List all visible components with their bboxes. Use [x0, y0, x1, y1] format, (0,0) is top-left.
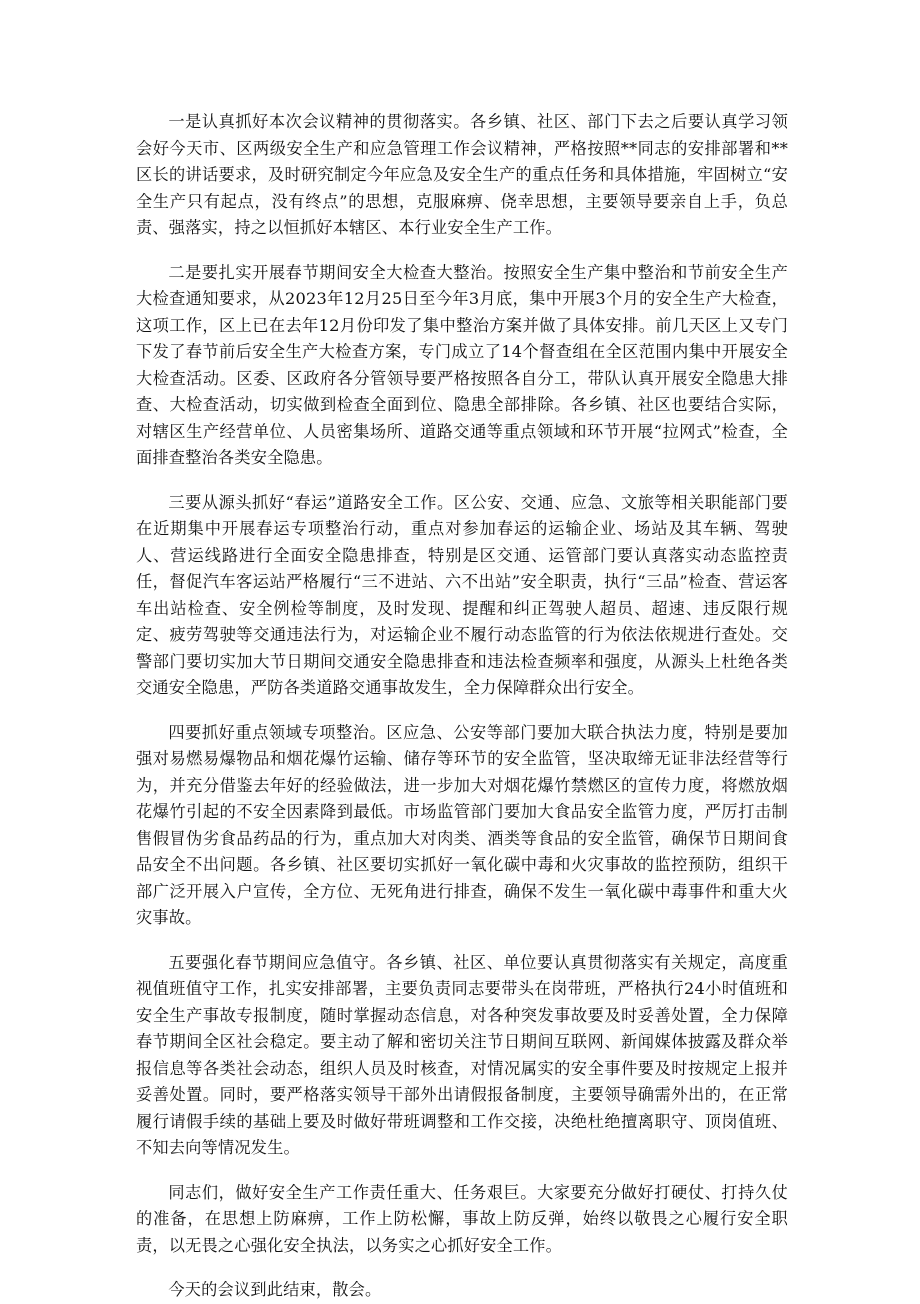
paragraph-5: 五要强化春节期间应急值守。各乡镇、社区、单位要认真贯彻落实有关规定，高度重视值班值守工作，扎实安排部署，主要负责同志要带头在岗带班，严格执行24小时值班和安全生产事故专报制度，随时掌握动态信息，对各种突发事故要及时妥善处置，全力保障春节期间全区社会稳定。要主动了解和密切关注节日期间互联网、新闻媒体披露及群众举报信息等各类社会动态，组织人员及时核查，对情况属实的安全事件要及时按规定上报并妥善处置。同时，要严格落实领导干部外出请假报备制度，主要领导确需外出的，在正常履行请假手续的基础上要及时做好带班调整和工作交接，决绝杜绝擅离职守、顶岗值班、不知去向等情况发生。: [136, 952, 788, 1157]
document-body: [136, 109, 788, 1304]
paragraph-2: 二是要扎实开展春节期间安全大检查大整治。按照安全生产集中整治和节前安全生产大检查通知要求，从2023年12月25日至今年3月底，集中开展3个月的安全生产大检查，这项工作，区上已在去年12月份印发了集中整治方案并做了具体安排。前几天区上又专门下发了春节前后安全生产大检查方案，专门成立了14个督查组在全区范围内集中开展安全大检查活动。区委、区政府各分管领导要严格按照各自分工，带队认真开展安全隐患大排查、大检查活动，切实做到检查全面到位、隐患全部排除。各乡镇、社区也要结合实际，对辖区生产经营单位、人员密集场所、道路交通等重点领域和环节开展“拉网式”检查，全面排查整治各类安全隐患。: [136, 262, 788, 467]
paragraph-7: 今天的会议到此结束，散会。: [168, 1280, 382, 1299]
paragraph-6: 同志们，做好安全生产工作责任重大、任务艰巨。大家要充分做好打硬仗、打持久仗的准备，在思想上防麻痹，工作上防松懈，事故上防反弹，始终以敬畏之心履行安全职责，以无畏之心强化安全执法，以务实之心抓好安全工作。: [136, 1182, 788, 1255]
paragraph-1: 一是认真抓好本次会议精神的贯彻落实。各乡镇、社区、部门下去之后要认真学习领会好今天市、区两级安全生产和应急管理工作会议精神，严格按照**同志的安排部署和**区长的讲话要求，及时研究制定今年应急及安全生产的重点任务和具体措施，牢固树立“安全生产只有起点，没有终点”的思想，克服麻痹、侥幸思想，主要领导要亲自上手，负总责、强落实，持之以恒抓好本辖区、本行业安全生产工作。: [136, 112, 788, 237]
paragraph-4: 四要抓好重点领域专项整治。区应急、公安等部门要加大联合执法力度，特别是要加强对易燃易爆物品和烟花爆竹运输、储存等环节的安全监管，坚决取缔无证非法经营等行为，并充分借鉴去年好的经验做法，进一步加大对烟花爆竹禁燃区的宣传力度，将燃放烟花爆竹引起的不安全因素降到最低。市场监管部门要加大食品安全监管力度，严厉打击制售假冒伪劣食品药品的行为，重点加大对肉类、酒类等食品的安全监管，确保节日期间食品安全不出问题。各乡镇、社区要切实抓好一氧化碳中毒和火灾事故的监控预防，组织干部广泛开展入户宣传，全方位、无死角进行排查，确保不发生一氧化碳中毒事件和重大火灾事故。: [136, 722, 788, 927]
paragraph-3: 三要从源头抓好“春运”道路安全工作。区公安、交通、应急、文旅等相关职能部门要在近期集中开展春运专项整治行动，重点对参加春运的运输企业、场站及其车辆、驾驶人、营运线路进行全面安全隐患排查，特别是区交通、运管部门要认真落实动态监控责任，督促汽车客运站严格履行“三不进站、六不出站”安全职责，执行“三品”检查、营运客车出站检查、安全例检等制度，及时发现、提醒和纠正驾驶人超员、超速、违反限行规定、疲劳驾驶等交通违法行为，对运输企业不履行动态监管的行为依法依规进行查处。交警部门要切实加大节日期间交通安全隐患排查和违法检查频率和强度，从源头上杜绝各类交通安全隐患，严防各类道路交通事故发生，全力保障群众出行安全。: [136, 492, 788, 697]
